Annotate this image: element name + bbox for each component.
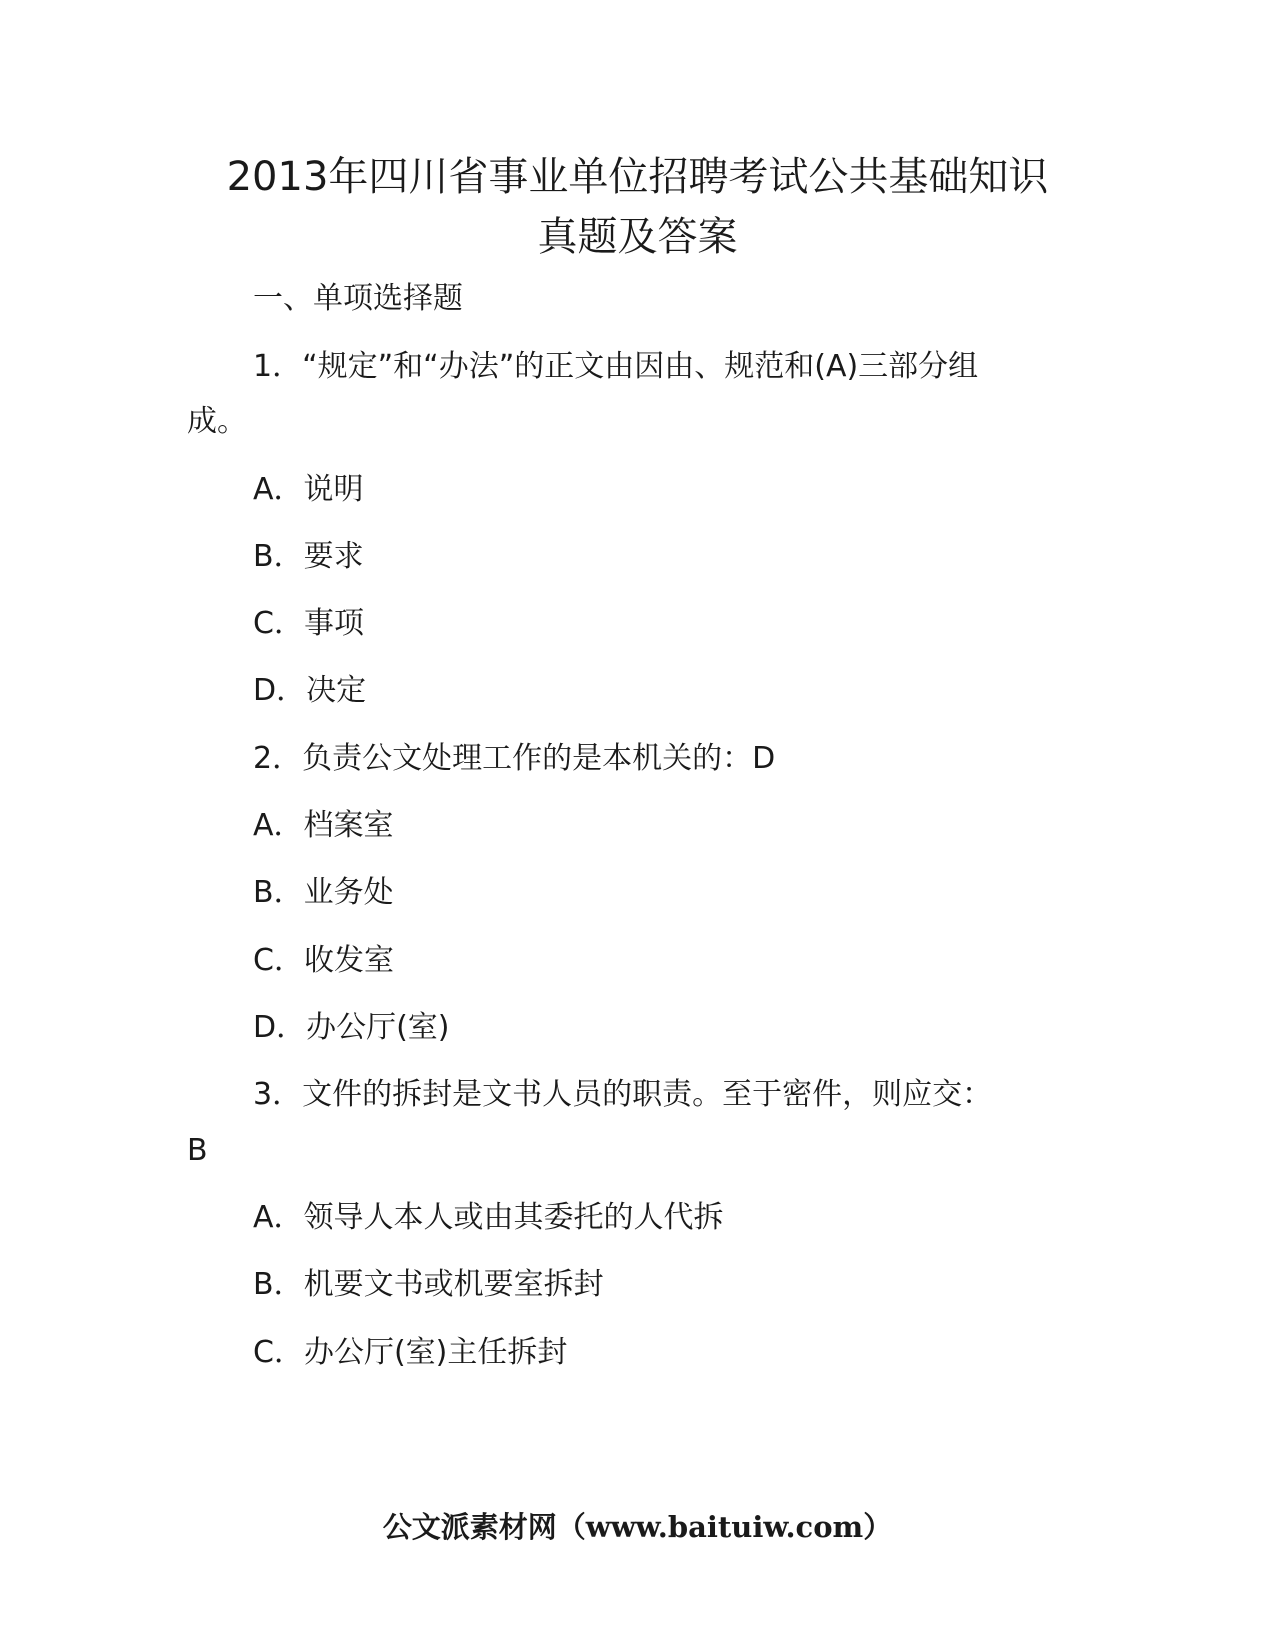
question-2-option-a: A．档案室	[253, 808, 394, 843]
question-1-stem-continuation: 成。	[187, 404, 247, 439]
question-2-option-c: C．收发室	[253, 943, 394, 978]
question-3-option-c: C．办公厅(室)主任拆封	[253, 1335, 568, 1370]
question-1-option-d: D．决定	[253, 673, 367, 708]
question-2-stem: 2．负责公文处理工作的是本机关的：D	[253, 741, 776, 776]
question-3-option-b: B．机要文书或机要室拆封	[253, 1267, 604, 1302]
question-1-option-a: A．说明	[253, 472, 364, 507]
question-3-option-a: A．领导人本人或由其委托的人代拆	[253, 1200, 724, 1235]
question-3-stem: 3．文件的拆封是文书人员的职责。至于密件，则应交：	[253, 1077, 993, 1112]
question-1-stem: 1．“规定”和“办法”的正文由因由、规范和(A)三部分组	[253, 349, 979, 384]
question-2-option-d: D．办公厅(室)	[253, 1010, 450, 1045]
question-1-option-b: B．要求	[253, 539, 364, 574]
question-1-option-c: C．事项	[253, 606, 364, 641]
question-2-option-b: B．业务处	[253, 875, 394, 910]
footer-website-credit: 公文派素材网（www.baituiw.com）	[382, 1510, 893, 1544]
document-title-line-2: 真题及答案	[537, 214, 738, 260]
document-title-line-1: 2013年四川省事业单位招聘考试公共基础知识	[226, 154, 1049, 200]
section-heading: 一、单项选择题	[253, 281, 463, 316]
question-3-stem-continuation: B	[187, 1133, 208, 1168]
